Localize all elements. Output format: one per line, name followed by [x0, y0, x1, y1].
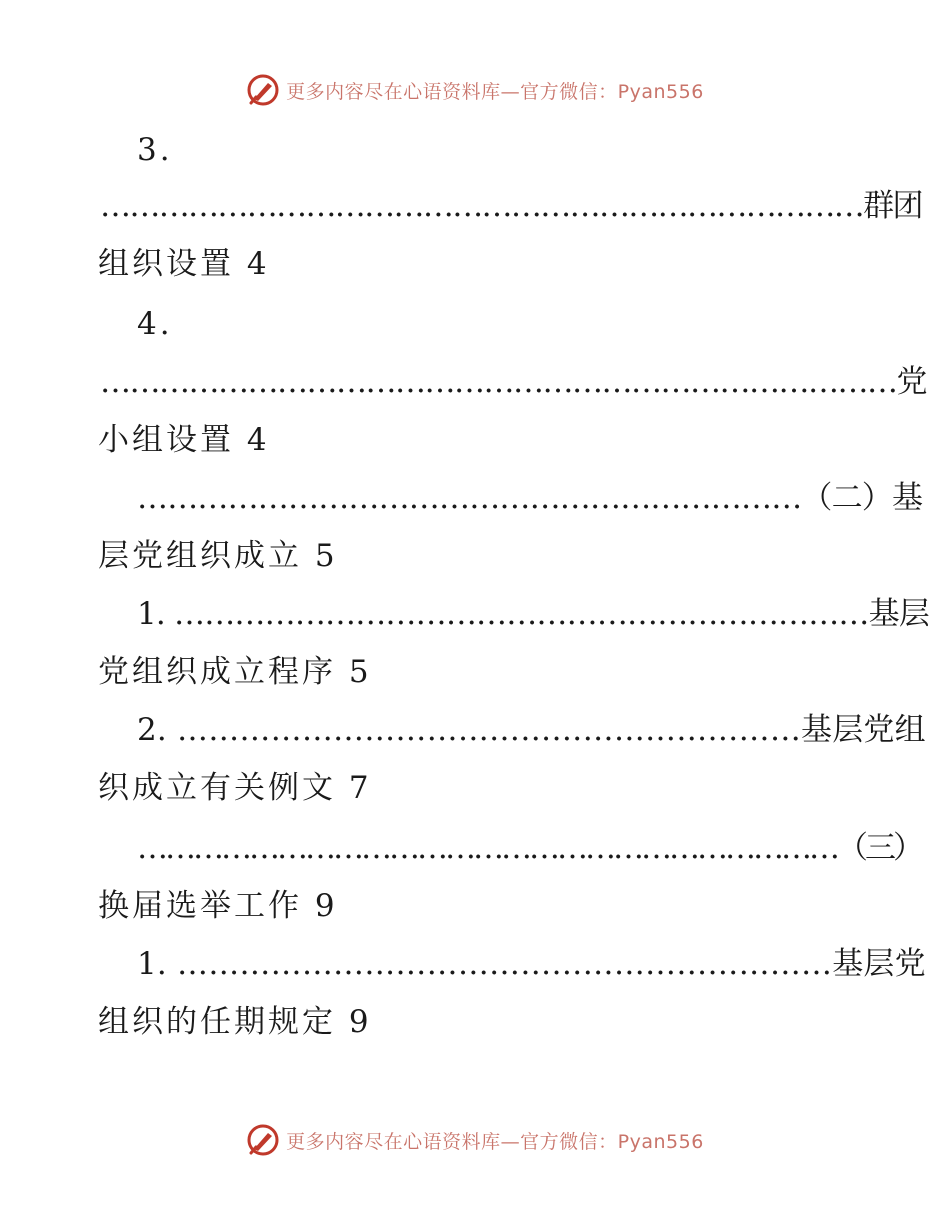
toc-line-leader: ………………………………………………………………………党: [100, 364, 926, 400]
toc-line-title: 组织设置 4: [98, 246, 270, 282]
toc-line-title: 换届选举工作 9: [98, 888, 338, 924]
toc-line-leader: 1. ………………………………………………………基层党: [137, 946, 926, 982]
toc-line-leader: …………………………………………………………………（三）: [137, 830, 921, 866]
pen-logo-icon: [246, 73, 280, 107]
toc-line-title: 党组织成立程序 5: [98, 654, 372, 690]
toc-line-title: 组织的任期规定 9: [98, 1004, 372, 1040]
toc-line-leader: ……………………………………………………………………群团: [100, 188, 922, 224]
header-watermark: [0, 70, 950, 110]
header-text: 更多内容尽在心语资料库—官方微信：Pyan556: [286, 80, 704, 103]
toc-line-title: 层党组织成立 5: [98, 538, 338, 574]
toc-line-leader: 1. ……………………………………………………………基层: [137, 596, 930, 632]
footer-watermark: [0, 1120, 950, 1160]
toc-line-leader: 2. ……………………………………………………基层党组: [137, 712, 926, 748]
toc-line-number: 3.: [137, 132, 173, 168]
toc-line-title: 织成立有关例文 7: [98, 770, 372, 806]
toc-line-number: 4.: [137, 306, 173, 342]
toc-line-leader: …………………………………………………………（二）基: [137, 480, 923, 516]
footer-text: 更多内容尽在心语资料库—官方微信：Pyan556: [286, 1130, 704, 1153]
pen-logo-icon: [246, 1123, 280, 1157]
toc-line-title: 小组设置 4: [98, 422, 270, 458]
